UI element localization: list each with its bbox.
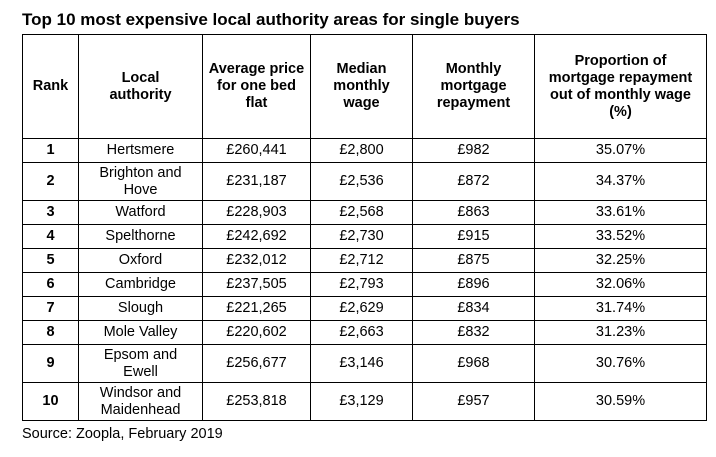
table-title: Top 10 most expensive local authority areas for single buyers (22, 10, 520, 29)
price-cell: £228,903 (203, 201, 311, 225)
wage-cell: £2,568 (311, 201, 413, 225)
price-cell: £237,505 (203, 273, 311, 297)
repayment-cell: £982 (413, 139, 535, 163)
wage-cell: £2,629 (311, 297, 413, 321)
rank-cell: 1 (23, 139, 79, 163)
data-table (22, 34, 707, 421)
repayment-cell: £872 (413, 163, 535, 201)
repayment-cell: £863 (413, 201, 535, 225)
table-row (23, 345, 707, 383)
price-cell: £260,441 (203, 139, 311, 163)
proportion-cell: 34.37% (535, 163, 707, 201)
wage-cell: £2,800 (311, 139, 413, 163)
proportion-cell: 31.23% (535, 321, 707, 345)
price-cell: £231,187 (203, 163, 311, 201)
authority-cell: Spelthorne (79, 225, 203, 249)
table-row (23, 163, 707, 201)
rank-cell: 7 (23, 297, 79, 321)
proportion-cell: 30.76% (535, 345, 707, 383)
rank-cell: 10 (23, 383, 79, 421)
header-local-authority: Local authority (79, 35, 203, 139)
header-proportion: Proportion of mortgage repayment out of monthly wage (%) (535, 35, 707, 139)
authority-cell: Oxford (79, 249, 203, 273)
repayment-cell: £834 (413, 297, 535, 321)
rank-cell: 9 (23, 345, 79, 383)
table-row (23, 297, 707, 321)
wage-cell: £2,730 (311, 225, 413, 249)
wage-cell: £2,793 (311, 273, 413, 297)
table-header-row (23, 35, 707, 139)
table-row (23, 321, 707, 345)
table-row (23, 249, 707, 273)
rank-cell: 3 (23, 201, 79, 225)
repayment-cell: £896 (413, 273, 535, 297)
proportion-cell: 32.25% (535, 249, 707, 273)
header-median-wage: Median monthly wage (311, 35, 413, 139)
repayment-cell: £957 (413, 383, 535, 421)
rank-cell: 6 (23, 273, 79, 297)
rank-cell: 8 (23, 321, 79, 345)
authority-cell: Windsor and Maidenhead (79, 383, 203, 421)
repayment-cell: £968 (413, 345, 535, 383)
price-cell: £220,602 (203, 321, 311, 345)
price-cell: £221,265 (203, 297, 311, 321)
repayment-cell: £915 (413, 225, 535, 249)
repayment-cell: £832 (413, 321, 535, 345)
price-cell: £232,012 (203, 249, 311, 273)
proportion-cell: 35.07% (535, 139, 707, 163)
price-cell: £253,818 (203, 383, 311, 421)
repayment-cell: £875 (413, 249, 535, 273)
header-mortgage-repayment: Monthly mortgage repayment (413, 35, 535, 139)
proportion-cell: 32.06% (535, 273, 707, 297)
authority-cell: Hertsmere (79, 139, 203, 163)
proportion-cell: 31.74% (535, 297, 707, 321)
header-rank: Rank (23, 35, 79, 139)
wage-cell: £2,536 (311, 163, 413, 201)
table-row (23, 273, 707, 297)
header-average-price: Average price for one bed flat (203, 35, 311, 139)
authority-cell: Epsom and Ewell (79, 345, 203, 383)
authority-cell: Watford (79, 201, 203, 225)
price-cell: £256,677 (203, 345, 311, 383)
authority-cell: Cambridge (79, 273, 203, 297)
wage-cell: £2,712 (311, 249, 413, 273)
wage-cell: £2,663 (311, 321, 413, 345)
authority-cell: Slough (79, 297, 203, 321)
table-row (23, 201, 707, 225)
proportion-cell: 33.52% (535, 225, 707, 249)
table-row (23, 225, 707, 249)
proportion-cell: 30.59% (535, 383, 707, 421)
rank-cell: 5 (23, 249, 79, 273)
rank-cell: 2 (23, 163, 79, 201)
wage-cell: £3,146 (311, 345, 413, 383)
source-note: Source: Zoopla, February 2019 (22, 426, 223, 442)
proportion-cell: 33.61% (535, 201, 707, 225)
wage-cell: £3,129 (311, 383, 413, 421)
authority-cell: Mole Valley (79, 321, 203, 345)
table-row (23, 383, 707, 421)
table-row (23, 139, 707, 163)
price-cell: £242,692 (203, 225, 311, 249)
rank-cell: 4 (23, 225, 79, 249)
authority-cell: Brighton and Hove (79, 163, 203, 201)
